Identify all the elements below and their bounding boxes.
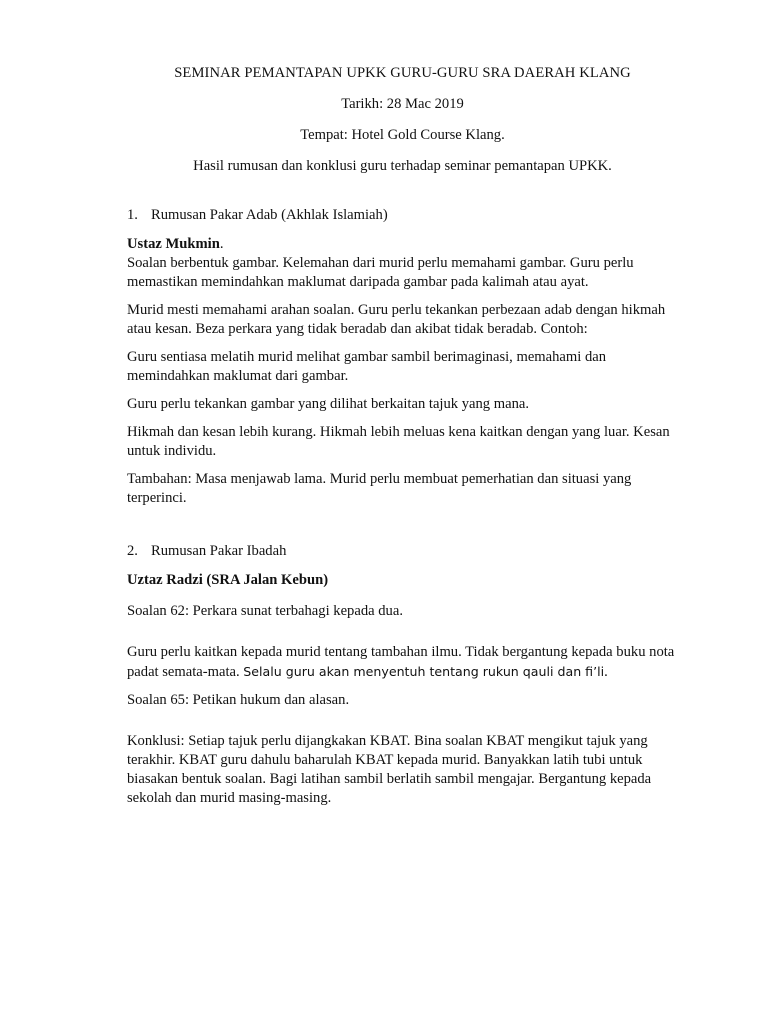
section-1-paragraph-6: Tambahan: Masa menjawab lama. Murid perlu membuat pemerhatian dan situasi yang terperinci. [127, 471, 632, 506]
section-2-title: Rumusan Pakar Ibadah [151, 543, 287, 559]
section-1-speaker: Ustaz Mukmin [127, 236, 220, 252]
section-2-paragraph-2 [127, 643, 678, 682]
section-1-paragraph-3: Guru sentiasa melatih murid melihat gambar sambil berimaginasi, memahami dan memindahkan maklumat dari gambar. [127, 349, 607, 384]
section-2-heading [127, 542, 678, 561]
section-1-speaker-suffix: . [219, 236, 224, 252]
section-2-paragraph-2-part-c: . [604, 664, 608, 680]
section-1-heading [127, 206, 678, 225]
section-1-paragraph-4: Guru perlu tekankan gambar yang dilihat berkaitan tajuk yang mana. [127, 396, 529, 412]
section-1-paragraph-5: Hikmah dan kesan lebih kurang. Hikmah lebih meluas kena kaitkan dengan yang luar. Kesan untuk individu. [127, 424, 670, 459]
section-1-number: 1. [127, 207, 138, 223]
section-2-paragraph-2-part-a: Guru perlu kaitkan kepada murid tentang tambahan ilmu. Tidak bergantung kepada buku nota padat semata-mata. [127, 644, 675, 680]
conclusion-paragraph: Konklusi: Setiap tajuk perlu dijangkakan KBAT. Bina soalan KBAT mengikut tajuk yang terakhir. KBAT guru dahulu baharulah KBAT kepada murid. Banyakkan latih tubi untuk biasakan bentuk soalan. Bagi latihan sambil berlatih sambil mengajar. Bergantung kepada sekolah dan murid masing-masing. [127, 733, 652, 806]
seminar-summary: Hasil rumusan dan konklusi guru terhadap seminar pemantapan UPKK. [193, 158, 612, 174]
section-2-paragraph-3: Soalan 65: Petikan hukum dan alasan. [127, 692, 350, 708]
seminar-date: Tarikh: 28 Mac 2019 [341, 96, 464, 112]
section-1-paragraph-2: Murid mesti memahami arahan soalan. Guru perlu tekankan perbezaan adab dengan hikmah atau kesan. Beza perkara yang tidak beradab dan akibat tidak beradab. Contoh: [127, 302, 666, 337]
section-1-paragraph-1: Soalan berbentuk gambar. Kelemahan dari murid perlu memahami gambar. Guru perlu memastikan memindahkan maklumat daripada gambar pada kalimah atau ayat. [127, 255, 634, 290]
document-title: SEMINAR PEMANTAPAN UPKK GURU-GURU SRA DAERAH KLANG [174, 65, 631, 81]
section-2-paragraph-2-part-b: Selalu guru akan menyentuh tentang rukun qauli dan fi’li [243, 664, 605, 679]
section-2-paragraph-1: Soalan 62: Perkara sunat terbahagi kepada dua. [127, 603, 403, 619]
section-1-speaker-line [127, 235, 678, 254]
section-1-title: Rumusan Pakar Adab (Akhlak Islamiah) [151, 207, 388, 223]
section-2-number: 2. [127, 543, 138, 559]
section-2-speaker: Uztaz Radzi (SRA Jalan Kebun) [127, 572, 329, 588]
seminar-venue: Tempat: Hotel Gold Course Klang. [300, 127, 505, 143]
